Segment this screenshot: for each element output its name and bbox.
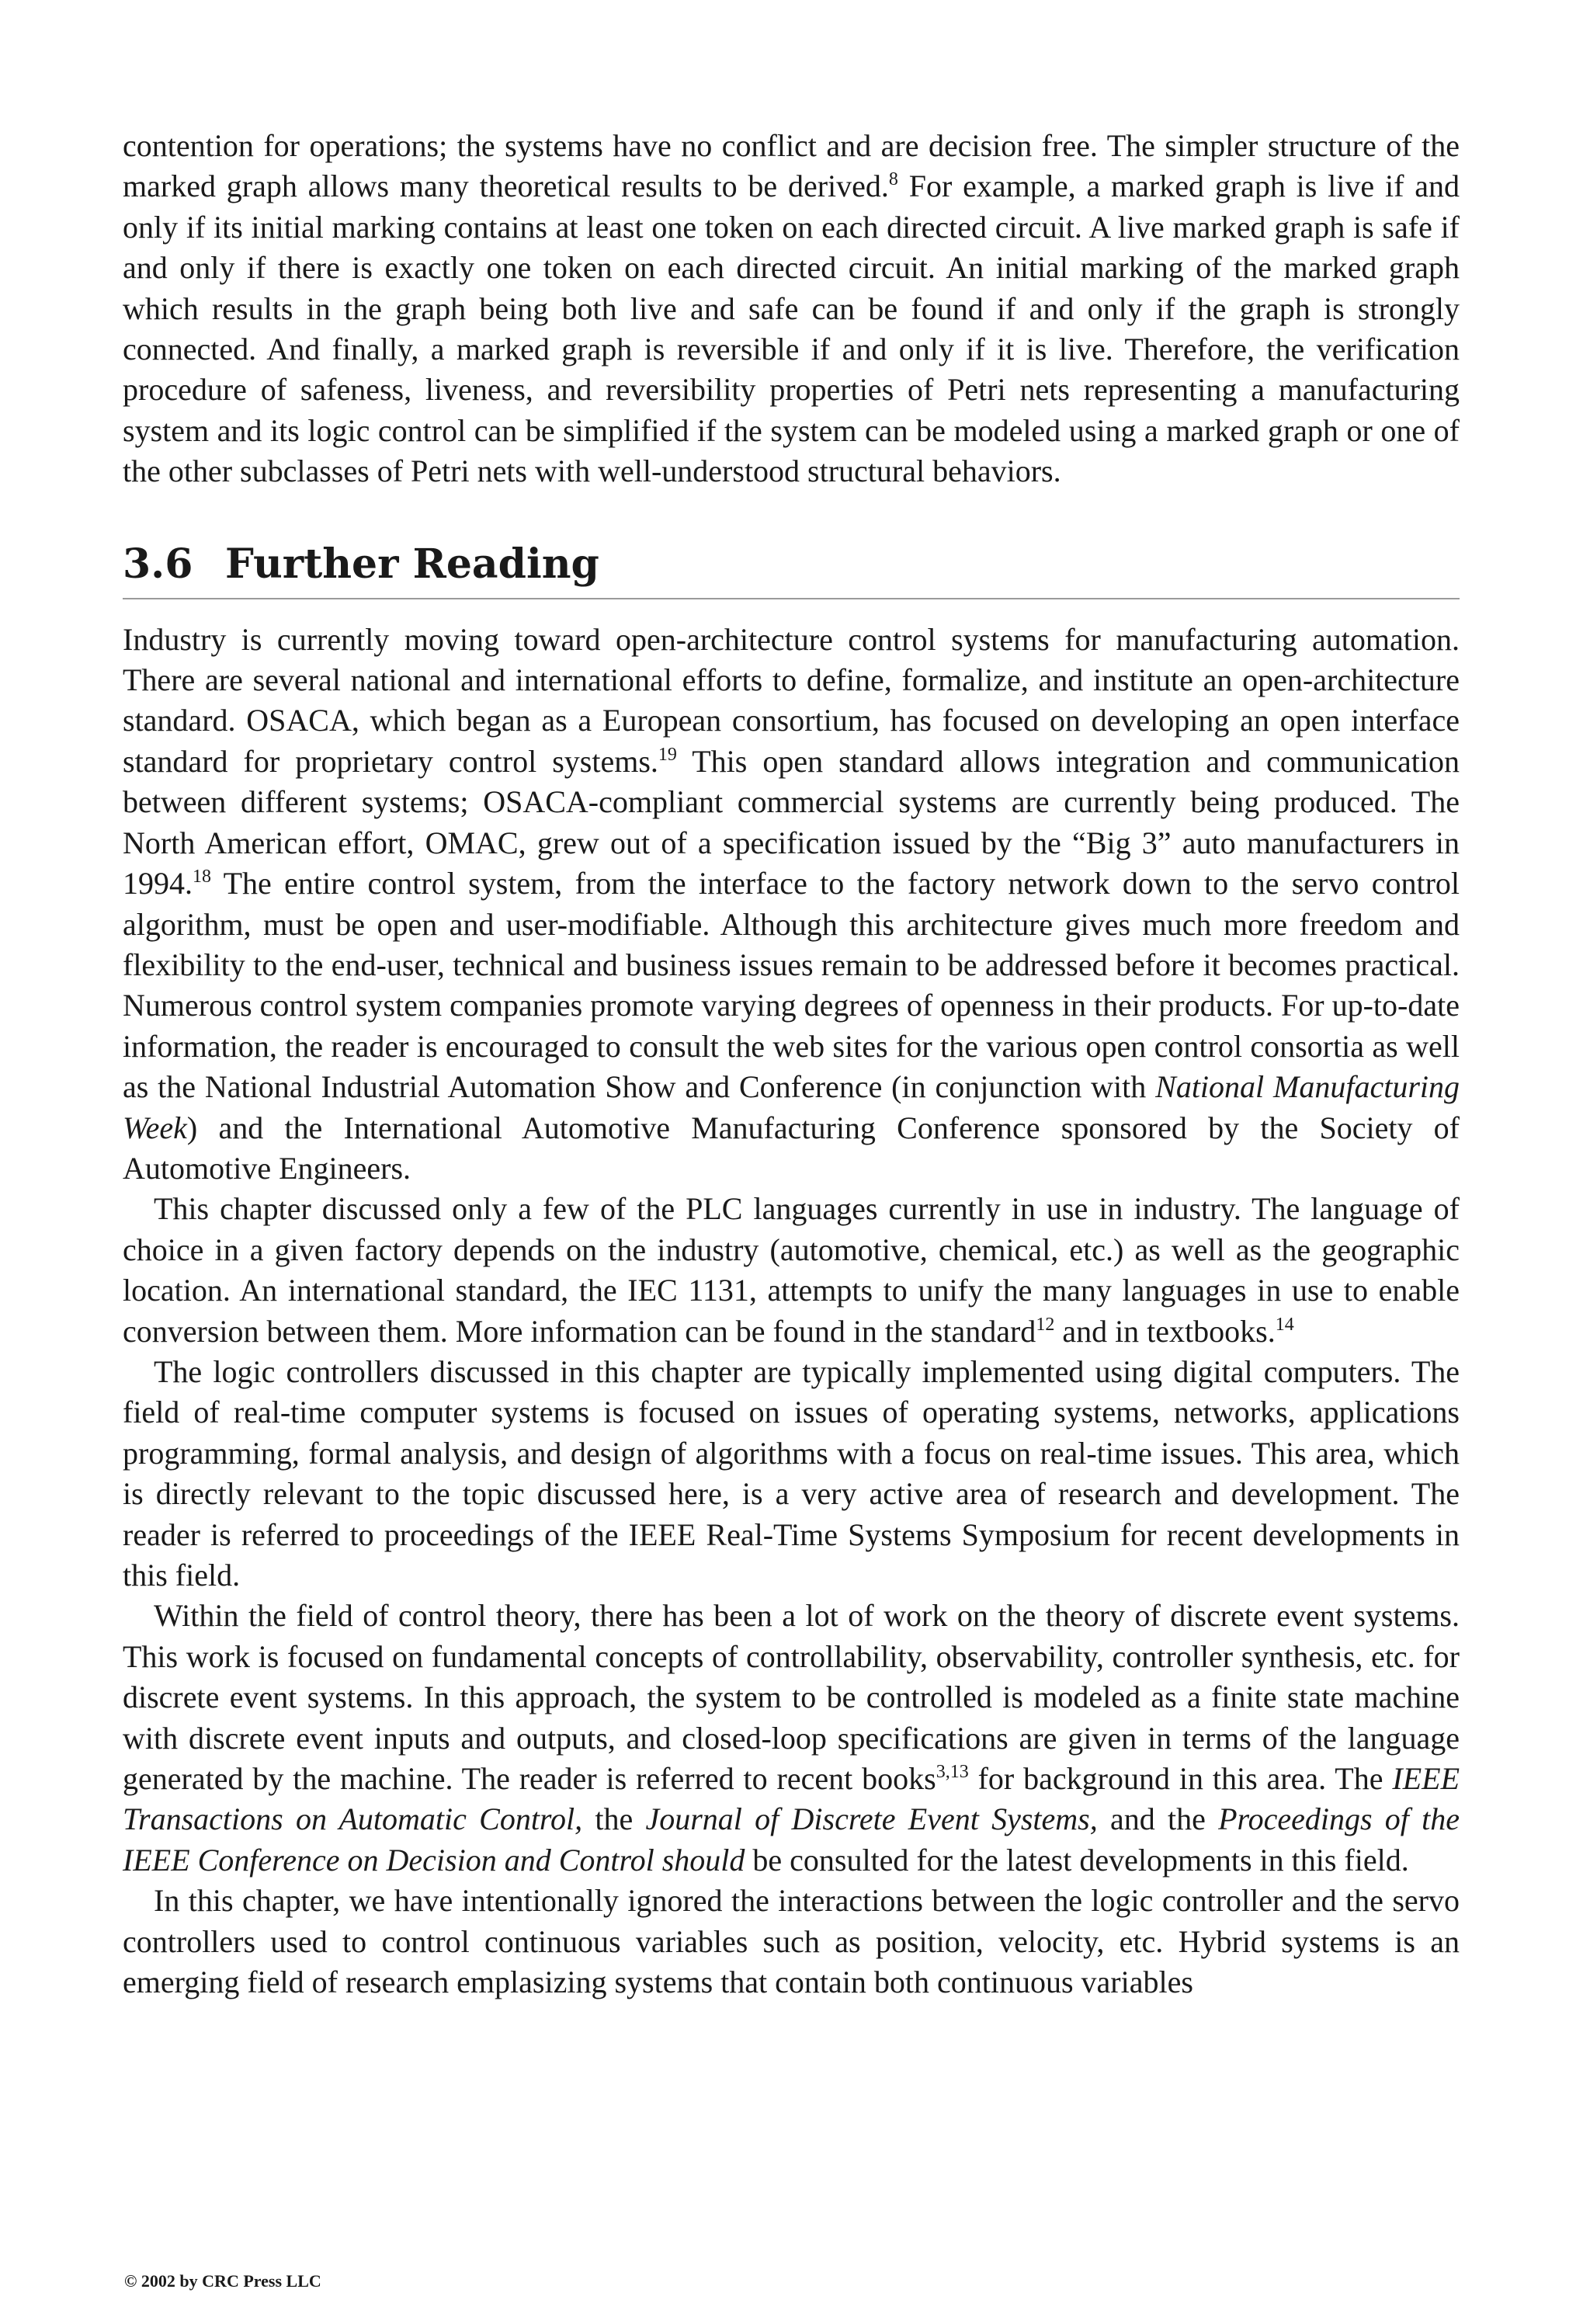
italic-title: National Manufacturing Week [123,1069,1460,1145]
citation-superscript: 3,13 [936,1762,969,1783]
italic-title: IEEE Transactions on Automatic Control, [123,1761,1460,1837]
text-run: This chapter discussed only a few of the PLC languages currently in use in industry. The language of choice in a given factory depends on the industry (automotive, chemical, etc.) as well as the geographic location. An international standard, the IEC 1131, attempts to unify the many languages in use to enable conversion between them. More information can be found in the standard [123,1191,1460,1349]
text-run: the [582,1801,646,1837]
section-heading [123,539,1460,599]
text-run: contention for operations; the systems have no conflict and are decision free. The simpler structure of the marked graph allows many theoretical results to be derived. [123,128,1460,204]
section-body [123,620,1460,2003]
text-run: and in textbooks. [1054,1313,1276,1349]
body-paragraph-open-architecture [123,620,1460,1190]
section-title: Further Reading [225,540,599,588]
citation-superscript: 19 [658,744,677,765]
body-paragraph-discrete-event-systems [123,1596,1460,1881]
text-run: This open standard allows integration and communication between different systems; OSACA-compliant commercial systems are currently being produced. The North American effort, OMAC, grew out of a specification issued by the “Big 3” auto manufacturers in 1994. [123,743,1460,901]
text-run: ) and the International Automotive Manufacturing Conference sponsored by the Society of Automotive Engineers. [123,1110,1460,1186]
body-paragraph-plc-languages [123,1189,1460,1352]
text-run: Within the field of control theory, there has been a lot of work on the theory of discrete event systems. This work is focused on fundamental concepts of controllability, observability, controller synthesis, etc. for discrete event systems. In this approach, the system to be controlled is modeled as a finite state machine with discrete event inputs and outputs, and closed-loop specifications are given in terms of the language generated by the machine. The reader is referred to recent books [123,1598,1460,1797]
text-run: For example, a marked graph is live if and only if its initial marking contains at least one token on each directed circuit. A live marked graph is safe if and only if there is exactly one token on each directed circuit. An initial marking of the marked graph which results in the graph being both live and safe can be found if and only if the graph is strongly connected. And finally, a marked graph is reversible if and only if it is live. Therefore, the verification procedure of safeness, liveness, and reversibility properties of Petri nets representing a manufacturing system and its logic control can be simplified if the system can be modeled using a marked graph or one of the other subclasses of Petri nets with well-understood structural behaviors. [123,168,1460,489]
text-run: for background in this area. The [968,1761,1393,1797]
section-number: 3.6 [123,540,193,588]
citation-superscript: 14 [1275,1314,1294,1335]
text-run: Industry is currently moving toward open-architecture control systems for manufacturing automation. There are several national and international efforts to define, formalize, and institute an open-architecture standard. OSACA, which began as a European consortium, has focused on developing an open interface standard for proprietary control systems. [123,621,1460,779]
body-paragraph-hybrid-systems [123,1881,1460,2003]
citation-superscript: 8 [888,169,898,190]
body-paragraph-real-time-systems [123,1352,1460,1596]
italic-title: Proceedings of the IEEE Conference on Decision and Control should [123,1801,1460,1878]
text-run: be consulted for the latest developments in this field. [745,1842,1409,1878]
text-run: In this chapter, we have intentionally ignored the interactions between the logic controller and the servo controllers used to control continuous variables such as position, velocity, etc. Hybrid systems is an emerging field of research emplasizing systems that contain both continuous variables [123,1883,1460,2000]
text-run: The logic controllers discussed in this chapter are typically implemented using digital computers. The field of real-time computer systems is focused on issues of operating systems, networks, applications programming, formal analysis, and design of algorithms with a focus on real-time issues. This area, which is directly relevant to the topic discussed here, is a very active area of research and development. The reader is referred to proceedings of the IEEE Real-Time Systems Symposium for recent developments in this field. [123,1353,1460,1593]
body-paragraph-continued [123,126,1460,492]
text-run: The entire control system, from the interface to the factory network down to the servo control algorithm, must be open and user-modifiable. Although this architecture gives much more freedom and flexibility to the end-user, technical and business issues remain to be addressed before it becomes practical. Numerous control system companies promote varying degrees of openness in their products. For up-to-date information, the reader is encouraged to consult the web sites for the various open control consortia as well as the National Industrial Automation Show and Conference (in conjunction with [123,866,1460,1105]
page-footer-copyright: © 2002 by CRC Press LLC [124,2271,321,2291]
citation-superscript: 18 [193,867,211,888]
citation-superscript: 12 [1036,1314,1055,1335]
page-content [123,126,1460,2003]
text-run: and the [1097,1801,1219,1837]
italic-title: Journal of Discrete Event Systems, [645,1801,1098,1837]
